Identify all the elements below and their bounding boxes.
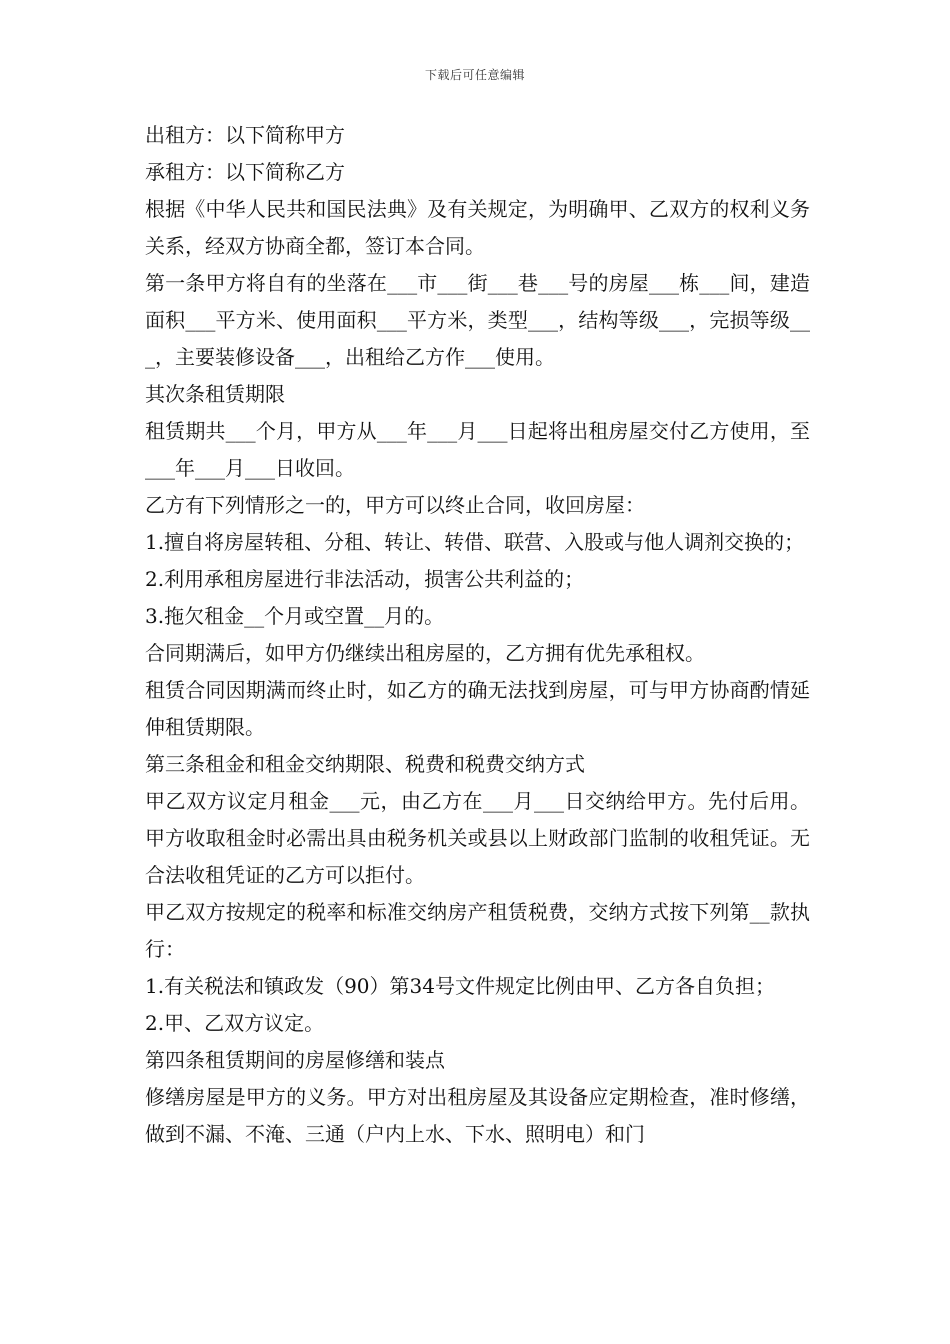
paragraph-repairs: 修缮房屋是甲方的义务。甲方对出租房屋及其设备应定期检查，准时修缮，做到不漏、不淹、三通（户内上水、下水、照明电）和门 [145,1085,810,1146]
list-item-termination-3: 3.拖欠租金__个月或空置__月的。 [145,604,445,628]
contract-body [145,117,810,1153]
page-header-note: 下载后可任意编辑 [424,68,525,82]
paragraph-termination-intro: 乙方有下列情形之一的，甲方可以终止合同，收回房屋： [145,493,645,517]
list-item-termination-2: 2.利用承租房屋进行非法活动，损害公共利益的； [145,567,585,591]
paragraph-rent: 甲乙双方议定月租金___元，由乙方在___月___日交纳给甲方。先付后用。甲方收取租金时必需出具由税务机关或县以上财政部门监制的收租凭证。无合法收租凭证的乙方可以拒付。 [145,789,810,887]
paragraph-article-1: 第一条甲方将自有的坐落在___市___街___巷___号的房屋___栋___间，建造面积___平方米、使用面积___平方米，类型___，结构等级___，完损等级___，主要装修设备___，出租给乙方作___使用。 [145,271,810,369]
paragraph-extension: 租赁合同因期满而终止时，如乙方的确无法找到房屋，可与甲方协商酌情延伸租赁期限。 [145,678,810,739]
heading-article-4: 第四条租赁期间的房屋修缮和装点 [145,1048,445,1072]
paragraph-lessee: 承租方：以下简称乙方 [145,160,345,184]
list-item-termination-1: 1.擅自将房屋转租、分租、转让、转借、联营、入股或与他人调剂交换的； [145,530,805,554]
paragraph-lessor: 出租方：以下简称甲方 [145,123,345,147]
paragraph-priority-renewal: 合同期满后，如甲方仍继续出租房屋的，乙方拥有优先承租权。 [145,641,705,665]
paragraph-preamble: 根据《中华人民共和国民法典》及有关规定，为明确甲、乙双方的权利义务关系，经双方协商全都，签订本合同。 [145,197,810,258]
paragraph-lease-term: 租赁期共___个月，甲方从___年___月___日起将出租房屋交付乙方使用，至___年___月___日收回。 [145,419,810,480]
list-item-tax-2: 2.甲、乙双方议定。 [145,1011,325,1035]
heading-article-2: 其次条租赁期限 [145,382,285,406]
heading-article-3: 第三条租金和租金交纳期限、税费和税费交纳方式 [145,752,585,776]
paragraph-taxes: 甲乙双方按规定的税率和标准交纳房产租赁税费，交纳方式按下列第__款执行： [145,900,810,961]
list-item-tax-1: 1.有关税法和镇政发（90）第34号文件规定比例由甲、乙方各自负担； [145,974,775,998]
